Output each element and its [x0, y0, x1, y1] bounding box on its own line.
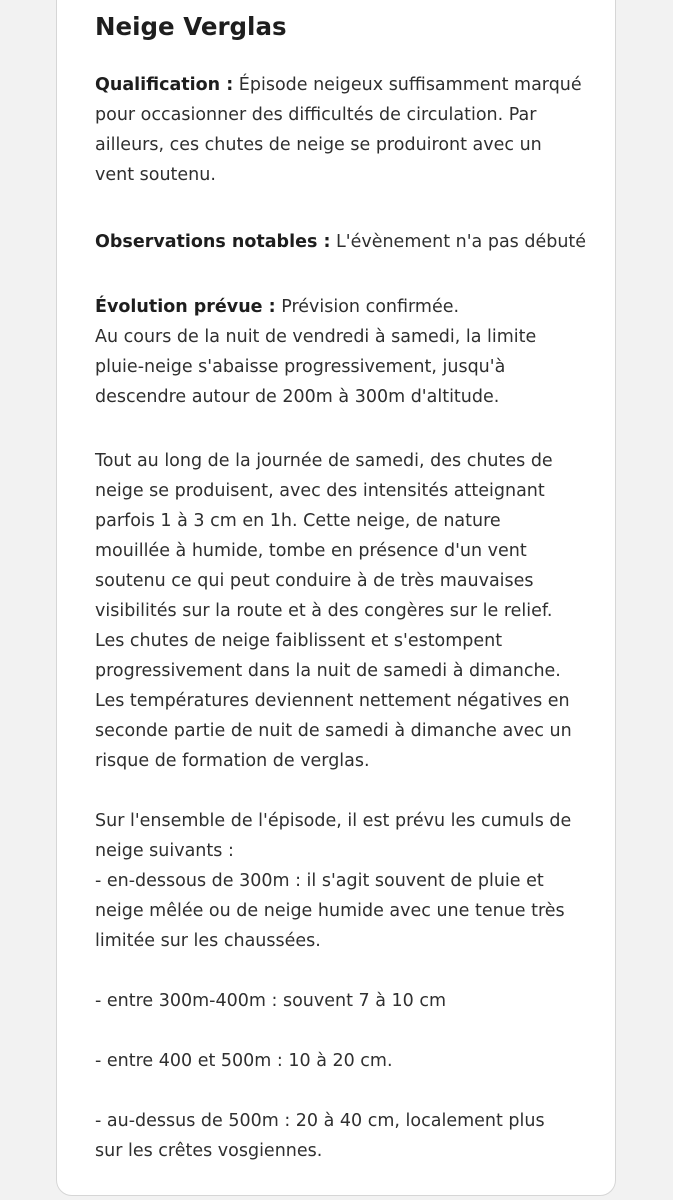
range-400-500-text: - entre 400 et 500m : 10 à 20 cm.: [95, 1051, 393, 1071]
observations-text: L'évènement n'a pas débuté: [330, 232, 587, 252]
cumuls-line: Sur l'ensemble de l'épisode, il est prévu les cumuls de: [95, 811, 572, 831]
card-title: Neige Verglas: [95, 12, 287, 41]
observations-line: [95, 227, 585, 257]
evolution-line: [95, 292, 585, 322]
range-300-400-text: - entre 300m-400m : souvent 7 à 10 cm: [95, 991, 447, 1011]
detail-paragraph: [95, 446, 585, 776]
evolution-label: Évolution prévue :: [95, 297, 276, 317]
detail-line: parfois 1 à 3 cm en 1h. Cette neige, de nature: [95, 511, 501, 531]
range-above-500-line: - au-dessus de 500m : 20 à 40 cm, localement plus: [95, 1111, 545, 1131]
qualification-paragraph: [95, 70, 585, 190]
evolution-line: descendre autour de 200m à 300m d'altitude.: [95, 387, 500, 407]
range-300-400: [95, 986, 585, 1016]
observations-label: Observations notables :: [95, 232, 331, 252]
detail-line: Les chutes de neige faiblissent et s'estompent: [95, 631, 503, 651]
detail-line: Les températures deviennent nettement négatives en: [95, 691, 570, 711]
qualification-text: Épisode neigeux suffisamment marqué: [233, 75, 582, 95]
detail-line: risque de formation de verglas.: [95, 751, 370, 771]
qualification-line: [95, 70, 585, 100]
cumuls-line: limitée sur les chaussées.: [95, 931, 321, 951]
evolution-line: Au cours de la nuit de vendredi à samedi, la limite: [95, 327, 537, 347]
detail-line: soutenu ce qui peut conduire à de très mauvaises: [95, 571, 534, 591]
detail-line: neige se produisent, avec des intensités atteignant: [95, 481, 545, 501]
cumuls-line: - en-dessous de 300m : il s'agit souvent de pluie et: [95, 871, 544, 891]
range-above-500-line: sur les crêtes vosgiennes.: [95, 1141, 323, 1161]
qualification-line: vent soutenu.: [95, 165, 216, 185]
detail-line: progressivement dans la nuit de samedi à dimanche.: [95, 661, 561, 681]
detail-line: Tout au long de la journée de samedi, des chutes de: [95, 451, 553, 471]
detail-line: seconde partie de nuit de samedi à dimanche avec un: [95, 721, 572, 741]
vigilance-card: [56, 0, 616, 1196]
cumuls-line: neige mêlée ou de neige humide avec une tenue très: [95, 901, 565, 921]
evolution-first: Prévision confirmée.: [275, 297, 460, 317]
detail-line: visibilités sur la route et à des congères sur le relief.: [95, 601, 553, 621]
cumuls-paragraph: [95, 806, 585, 956]
qualification-label: Qualification :: [95, 75, 234, 95]
range-400-500: [95, 1046, 585, 1076]
detail-line: mouillée à humide, tombe en présence d'un vent: [95, 541, 527, 561]
observations-paragraph: [95, 227, 585, 257]
evolution-paragraph: [95, 292, 585, 412]
qualification-line: pour occasionner des difficultés de circulation. Par: [95, 105, 537, 125]
cumuls-line: neige suivants :: [95, 841, 234, 861]
qualification-line: ailleurs, ces chutes de neige se produiront avec un: [95, 135, 542, 155]
evolution-line: pluie-neige s'abaisse progressivement, jusqu'à: [95, 357, 506, 377]
range-above-500: [95, 1106, 585, 1166]
